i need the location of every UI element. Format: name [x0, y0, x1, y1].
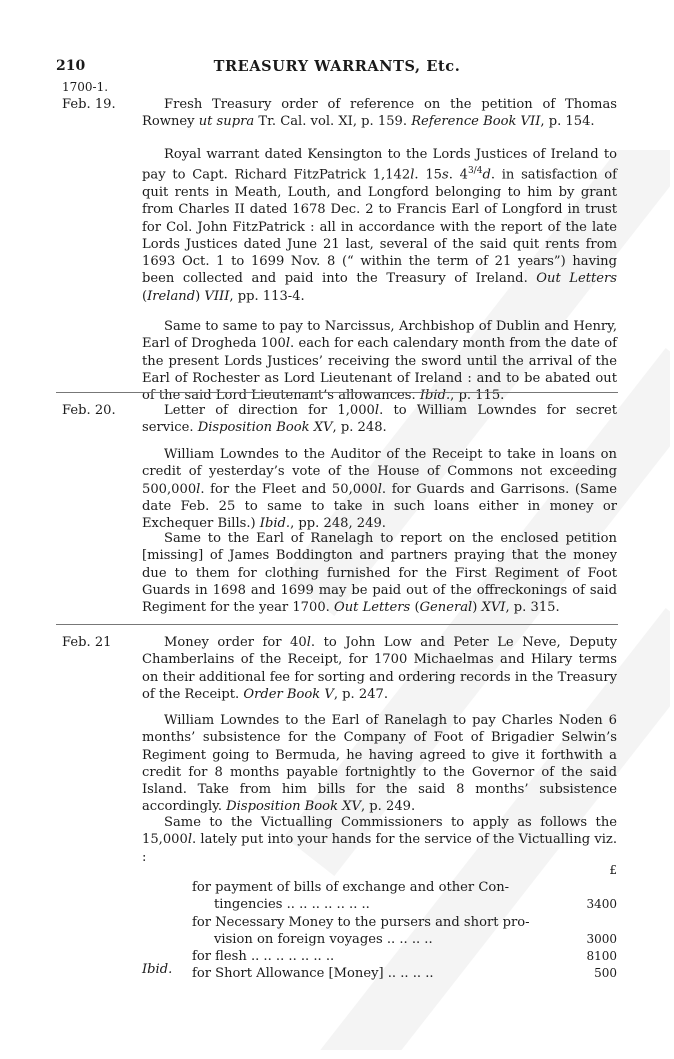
entry-paragraph: Same to same to pay to Narcissus, Archbishop of Dublin and Henry, Earl of Drogheda 100l. each for each calendary month from the date of the present Lords Justices’ receiving the sword until the arrival of the Earl of Rochester as Lord Lieutenant of Ireland : and to be abated out of the said Lord Lieutenant’s allowances. Ibid., p. 115.	[142, 319, 617, 404]
table-row: for flesh .. .. .. .. .. .. .. 8100	[192, 949, 617, 965]
amount: 3000	[586, 931, 617, 946]
table-row: tingencies .. .. .. .. .. .. .. 3400	[214, 897, 617, 913]
entry-paragraph: Royal warrant dated Kensington to the Lords Justices of Ireland to pay to Capt. Richard FitzPatrick 1,142l. 15s. $4^{3/4}d$. in satisfaction of quit rents in Meath, Louth, and Longford belonging to him by grant from Charles II dated 1678 Dec. 2 to Francis Earl of Longford in trust for Col. John FitzPatrick : all in accordance with the report of the late Lords Justices dated June 21 last, several of the said quit rents from 1693 Oct. 1 to 1699 Nov. 8 (“ within the term of 21 years”) having been collected and paid into the Treasury of Ireland. Out Letters (Ireland) VIII, pp. 113-4.	[142, 147, 617, 304]
section-divider	[56, 624, 618, 625]
amount: 8100	[586, 949, 617, 964]
entry-paragraph: William Lowndes to the Auditor of the Receipt to take in loans on credit of yesterday’s vote of the House of Commons not exceeding 500,000l. for the Fleet and 50,000l. for Guards and Garrisons. (Same date Feb. 25 to same to take in such loans either in money or Exchequer Bills.) Ibid., pp. 248, 249.	[142, 447, 617, 532]
entry-date: Feb. 21	[62, 635, 112, 650]
year-label: 1700-1.	[62, 80, 109, 94]
table-row: for Necessary Money to the pursers and short pro-	[192, 914, 530, 930]
entry-paragraph: Same to the Victualling Commissioners to apply as follows the 15,000l. lately put into your hands for the service of the Victualling viz. :	[142, 815, 617, 865]
amount: 500	[594, 966, 617, 981]
amount: 3400	[586, 897, 617, 912]
currency-header-row	[192, 862, 617, 879]
section-divider	[56, 392, 618, 393]
entry-date: Feb. 19.	[62, 97, 116, 112]
entry-paragraph: Letter of direction for 1,000l. to William Lowndes for secret service. Disposition Book XV, p. 248.	[142, 403, 617, 436]
entry-paragraph: Same to the Earl of Ranelagh to report on the enclosed petition [missing] of James Boddington and partners praying that the money due to them for clothing furnished for the First Regiment of Foot Guards in 1698 and 1699 may be paid out of the offreckonings of said Regiment for the year 1700. Out Letters (General) XVI, p. 315.	[142, 531, 617, 616]
table-row: for Short Allowance [Money] .. .. .. .. 500	[192, 966, 617, 982]
entry-paragraph: Fresh Treasury order of reference on the petition of Thomas Rowney ut supra Tr. Cal. vol. XI, p. 159. Reference Book VII, p. 154.	[142, 97, 617, 130]
ibid-reference: Ibid.	[142, 962, 173, 977]
table-row: for payment of bills of exchange and other Con-	[192, 880, 510, 895]
currency-symbol: £	[609, 863, 617, 877]
page-header	[56, 58, 618, 80]
allocation-table	[192, 862, 617, 879]
entry-date: Feb. 20.	[62, 403, 116, 418]
entry-paragraph: Money order for 40l. to John Low and Peter Le Neve, Deputy Chamberlains of the Receipt, for 1700 Michaelmas and Hilary terms on their additional fee for sorting and ordering records in the Treasury of the Receipt. Order Book V, p. 247.	[142, 635, 617, 702]
running-title: TREASURY WARRANTS, Etc.	[213, 58, 461, 75]
entry-paragraph: William Lowndes to the Earl of Ranelagh to pay Charles Noden 6 months’ subsistence for the Company of Foot of Brigadier Selwin’s Regiment going to Bermuda, he having agreed to give it forthwith a credit for 8 months payable fortnightly to the Governor of the said Island. Take from him bills for the said 8 months’ subsistence accordingly. Disposition Book XV, p. 249.	[142, 713, 617, 815]
table-row: vision on foreign voyages .. .. .. .. 3000	[214, 931, 617, 947]
page-number: 210	[56, 58, 86, 74]
allocation-rows	[192, 879, 617, 983]
